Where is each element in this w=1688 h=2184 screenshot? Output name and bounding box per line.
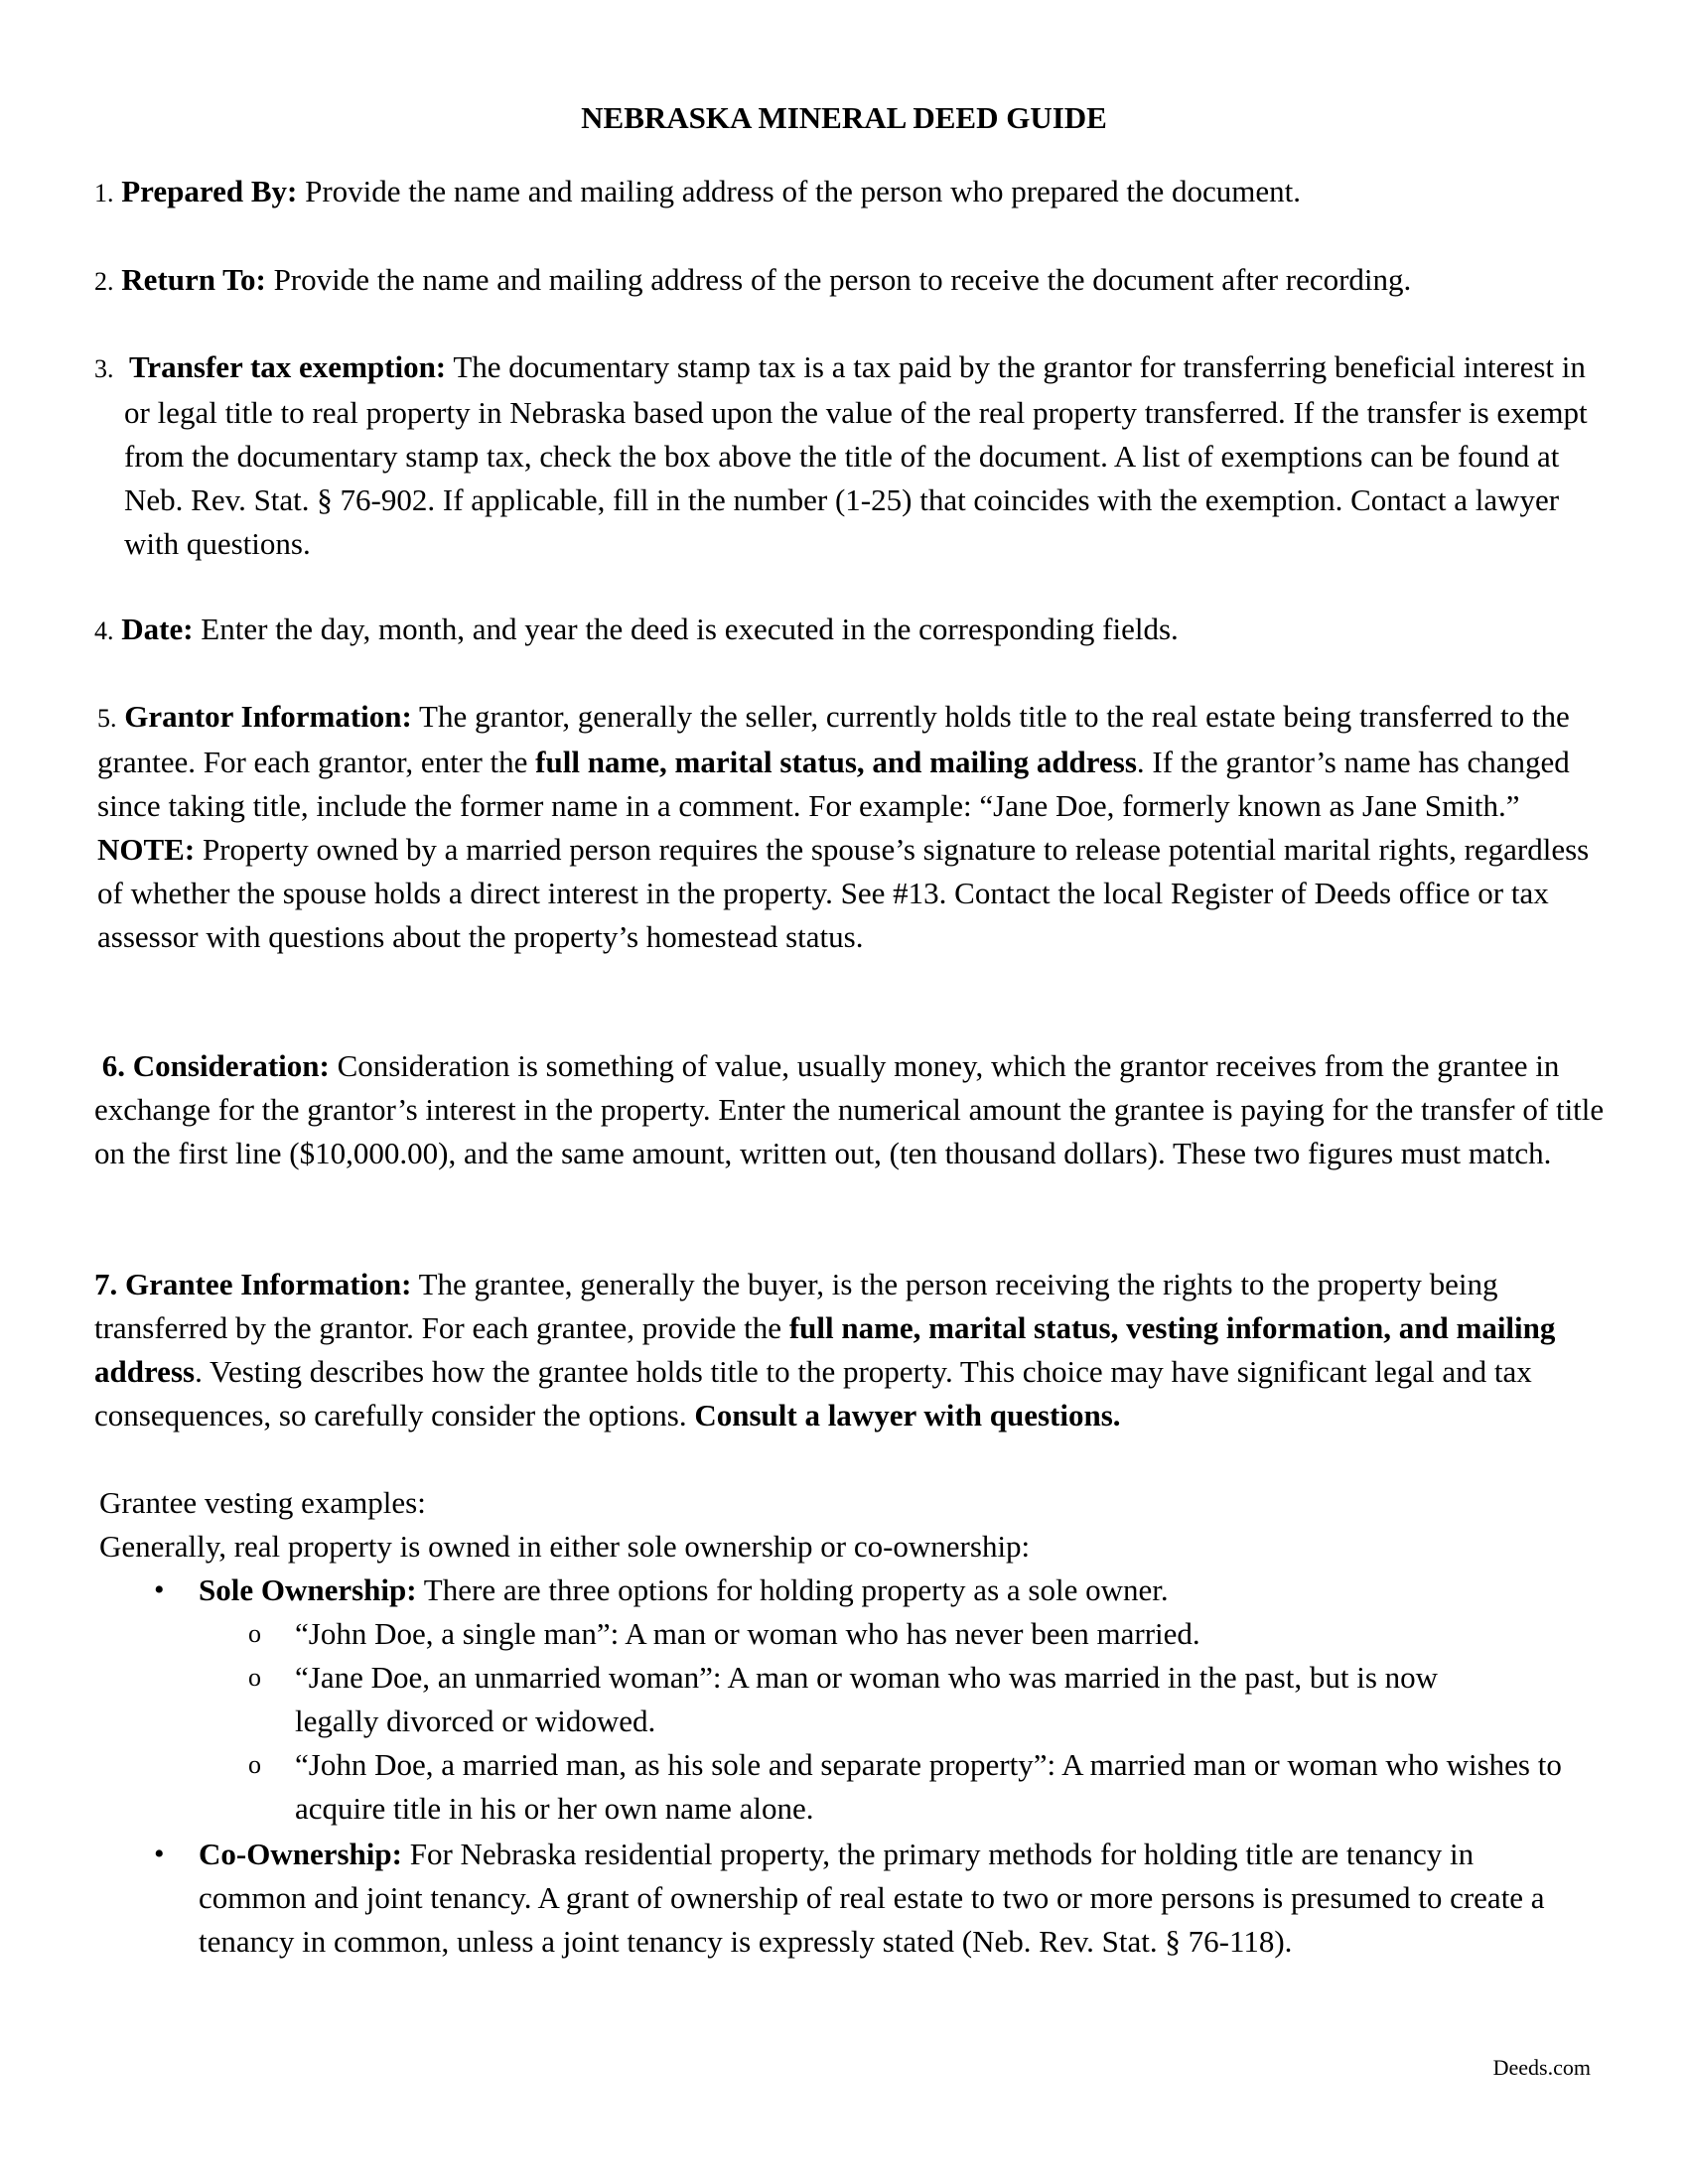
section-heading: Return To: (121, 262, 266, 297)
vesting-examples-label: Grantee vesting examples: (99, 1485, 426, 1520)
section-heading: Grantor Information: (124, 699, 412, 734)
sub-bullet-marker: o (248, 1663, 261, 1692)
section-heading: Transfer tax exemption: (129, 349, 447, 384)
sub-bullet-text: “Jane Doe, an unmarried woman”: A man or woman who was married in the past, but is now legally divorced or widowed. (295, 1660, 1439, 1738)
bullet-text: There are three options for holding property as a sole owner. (416, 1572, 1169, 1607)
sub-bullet-single-man (248, 1612, 1539, 1656)
section-heading: Date: (121, 612, 194, 646)
emphasis-text: full name, marital status, vesting information, and mailing address (94, 1310, 1556, 1389)
section-text: Property owned by a married person requires the spouse’s signature to release potential marital rights, regardless of whether the spouse holds a direct interest in the property. See #13. Contact the local Register of Deeds office or tax assessor with questions about the property’s homestead status. (97, 832, 1590, 954)
section-text: Provide the name and mailing address of the person who prepared the document. (297, 174, 1301, 208)
bullet-sole-ownership (154, 1569, 1544, 1612)
section-grantor-information (97, 695, 1592, 959)
footer-source: Deeds.com (1492, 2055, 1591, 2080)
section-consideration (94, 1044, 1609, 1175)
section-number: 3. (94, 354, 114, 383)
section-number: 4. (94, 616, 114, 645)
section-text: Enter the day, month, and year the deed is executed in the corresponding fields. (193, 612, 1179, 646)
bullet-co-ownership (154, 1833, 1584, 1964)
section-grantee-information (94, 1263, 1564, 1437)
section-return-to (94, 258, 1604, 304)
bullet-heading: Sole Ownership: (199, 1572, 417, 1607)
sub-bullet-married-man (248, 1743, 1562, 1831)
document-title: NEBRASKA MINERAL DEED GUIDE (581, 100, 1107, 135)
emphasis-text: full name, marital status, and mailing address (535, 745, 1137, 779)
section-text: . If the grantor’s name has changed since taking title, include the former name in a comment. For example: “Jane Doe, formerly known as Jane Smith.” (97, 745, 1570, 823)
section-date (94, 608, 1604, 653)
section-text: The grantor, generally the seller, currently holds title to the real estate being transferred to the grantee. For each grantor, enter the (97, 699, 1570, 779)
ownership-intro: Generally, real property is owned in either sole ownership or co-ownership: (99, 1529, 1031, 1564)
section-text: Consideration is something of value, usually money, which the grantor receives from the grantee in exchange for the grantor’s interest in the property. Enter the numerical amount the grantee is paying for the transfer of title on the first line ($10,000.00), and the same amount, written out, (ten thousand dollars). These two figures must match. (94, 1048, 1605, 1170)
sub-bullet-marker: o (248, 1619, 261, 1648)
section-number: 5. (97, 704, 117, 733)
sub-bullet-text: “John Doe, a single man”: A man or woman who has never been married. (295, 1616, 1200, 1651)
section-text: . Vesting describes how the grantee holds title to the property. This choice may have significant legal and tax consequences, so carefully consider the options. (94, 1354, 1532, 1433)
section-text: The grantee, generally the buyer, is the person receiving the rights to the property being transferred by the grantor. For each grantee, provide the (94, 1267, 1498, 1345)
section-number: 1. (94, 179, 114, 207)
note-label: NOTE: (97, 832, 196, 867)
bullet-marker: • (154, 1838, 165, 1870)
section-heading: Consideration: (132, 1048, 330, 1083)
section-heading: Prepared By: (121, 174, 298, 208)
section-transfer-tax-exemption (94, 345, 1614, 566)
section-number: 6. (101, 1048, 125, 1083)
bullet-text: For Nebraska residential property, the primary methods for holding title are tenancy in common and joint tenancy. A grant of ownership of real estate to two or more persons is presumed to create a tenancy in common, unless a joint tenancy is expressly stated (Neb. Rev. Stat. § 76-118). (199, 1837, 1545, 1959)
sub-bullet-text: “John Doe, a married man, as his sole and separate property”: A married man or woman who wishes to acquire title in his or her own name alone. (295, 1747, 1562, 1826)
section-prepared-by (94, 170, 1604, 215)
section-heading: 7. Grantee Information: (94, 1267, 412, 1301)
bullet-heading: Co-Ownership: (199, 1837, 402, 1871)
emphasis-text: Consult a lawyer with questions. (694, 1398, 1121, 1433)
bullet-marker: • (154, 1573, 165, 1606)
section-text: The documentary stamp tax is a tax paid by the grantor for transferring beneficial interest in or legal title to real property in Nebraska based upon the value of the real property transferred. If the transfer is exempt from the documentary stamp tax, check the box above the title of the document. A list of exemptions can be found at Neb. Rev. Stat. § 76-902. If applicable, fill in the number (1-25) that coincides with the exemption. Contact a lawyer with questions. (124, 349, 1588, 561)
sub-bullet-marker: o (248, 1750, 261, 1779)
section-number: 2. (94, 267, 114, 296)
section-text: Provide the name and mailing address of the person to receive the document after recording. (265, 262, 1412, 297)
sub-bullet-unmarried-woman (248, 1656, 1539, 1743)
